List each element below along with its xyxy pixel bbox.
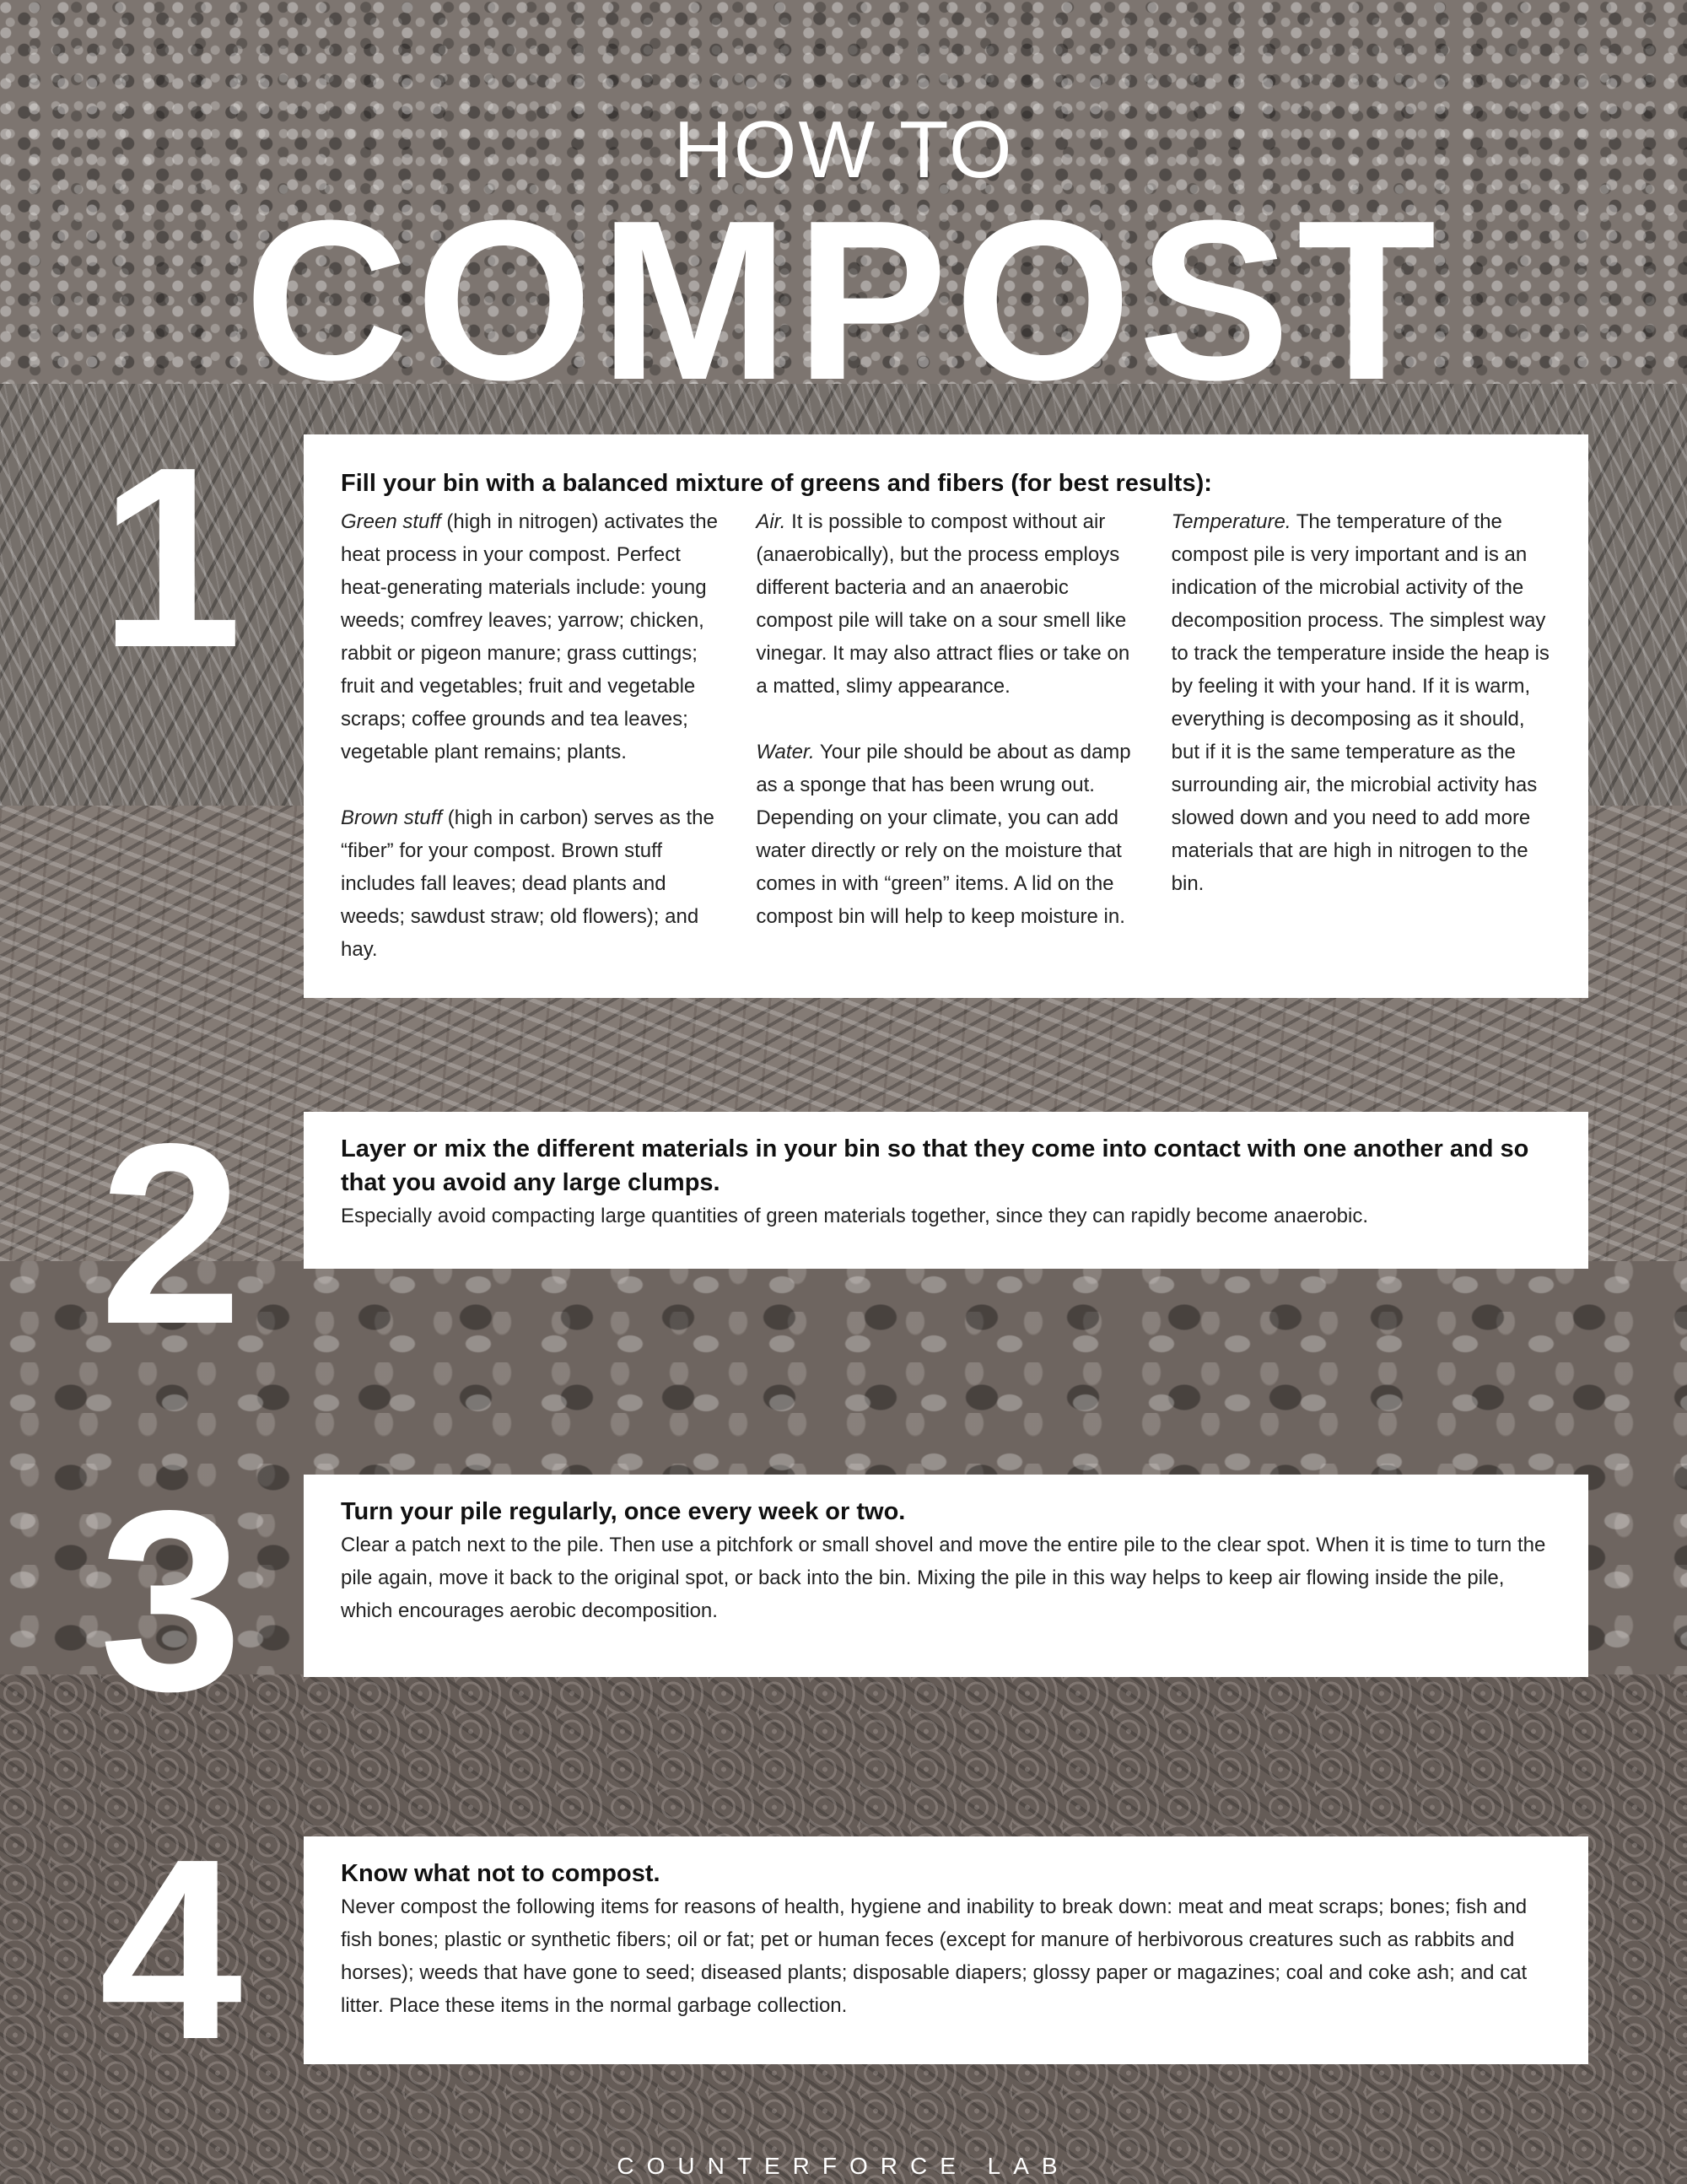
green-stuff-paragraph [341, 505, 720, 768]
air-paragraph [756, 505, 1135, 703]
step-1-number: 1 [99, 413, 243, 701]
step-4-panel [304, 1836, 1588, 2064]
green-stuff-lead: Green stuff [341, 510, 441, 533]
step-2-body: Especially avoid compacting large quantities of green materials together, since they can rapidly become anaerobic. [341, 1205, 1369, 1227]
step-1-columns [341, 505, 1551, 966]
step-1-column-1 [341, 505, 720, 966]
air-lead: Air. [756, 510, 786, 533]
step-1-heading: Fill your bin with a balanced mixture of greens and fibers (for best results): [341, 470, 1212, 497]
temperature-text: The temperature of the compost pile is very important and is an indication of the microbial activity of the decomposition process. The simplest way to track the temperature inside the heap is by feeling it with your hand. If it is warm, everything is decomposing as it should, but if it is the same temperature as the surrounding air, the microbial activity has slowed down and you need to add more materials that are high in nitrogen to the bin. [1171, 510, 1550, 895]
green-stuff-text: (high in nitrogen) activates the heat process in your compost. Perfect heat-generating materials include: young weeds; comfrey leaves; yarrow; chicken, rabbit or pigeon manure; grass cuttings; fruit and vegetables; fruit and vegetable scraps; coffee grounds and tea leaves; vegetable plant remains; plants. [341, 510, 718, 763]
water-paragraph [756, 736, 1135, 933]
air-text: It is possible to compost without air (anaerobically), but the process employs different bacteria and an anaerobic compost pile will take on a sour smell like vinegar. It may also attract flies or take on a matted, slimy appearance. [756, 510, 1130, 698]
title-kicker: HOW TO [673, 105, 1014, 195]
step-1-column-2 [756, 505, 1135, 966]
step-3-body: Clear a patch next to the pile. Then use a pitchfork or small shovel and move the entire pile to the clear spot. When it is time to turn the pile again, move it back to the original spot, or back into the bin. Mixing the pile in this way helps to keep air flowing inside the pile, which encourages aerobic decomposition. [341, 1534, 1546, 1622]
step-2-panel [304, 1112, 1588, 1269]
brown-stuff-paragraph [341, 801, 720, 966]
temperature-paragraph [1172, 505, 1551, 900]
step-1-column-3 [1172, 505, 1551, 966]
step-3-heading: Turn your pile regularly, once every week or two. [341, 1498, 906, 1525]
page-title: COMPOST [244, 174, 1443, 428]
footer-brand: COUNTERFORCE LAB [617, 2153, 1070, 2179]
brown-stuff-text: (high in carbon) serves as the “fiber” for your compost. Brown stuff includes fall leaves; dead plants and weeds; sawdust straw; old flowers); and hay. [341, 806, 714, 961]
step-2-heading: Layer or mix the different materials in your bin so that they come into contact with one another and so that you avoid any large clumps. [341, 1135, 1529, 1196]
step-4-heading: Know what not to compost. [341, 1860, 660, 1887]
step-1-panel [304, 434, 1588, 998]
step-4-number: 4 [99, 1805, 243, 2093]
temperature-lead: Temperature. [1171, 510, 1291, 533]
step-3-panel [304, 1475, 1588, 1677]
water-lead: Water. [756, 741, 815, 763]
step-4-body: Never compost the following items for reasons of health, hygiene and inability to break down: meat and meat scraps; bones; fish and fish bones; plastic or synthetic fibers; oil or fat; pet or human feces (except for manure of herbivorous creatures such as rabbits and horses); weeds that have gone to seed; diseased plants; disposable diapers; glossy paper or magazines; coal and coke ash; and cat litter. Place these items in the normal garbage collection. [341, 1895, 1528, 2017]
water-text: Your pile should be about as damp as a sponge that has been wrung out. Depending on your climate, you can add water directly or rely on the moisture that comes in with “green” items. A lid on the compost bin will help to keep moisture in. [756, 741, 1131, 928]
step-2-number: 2 [99, 1090, 243, 1378]
brown-stuff-lead: Brown stuff [341, 806, 443, 829]
step-3-number: 3 [99, 1457, 243, 1745]
